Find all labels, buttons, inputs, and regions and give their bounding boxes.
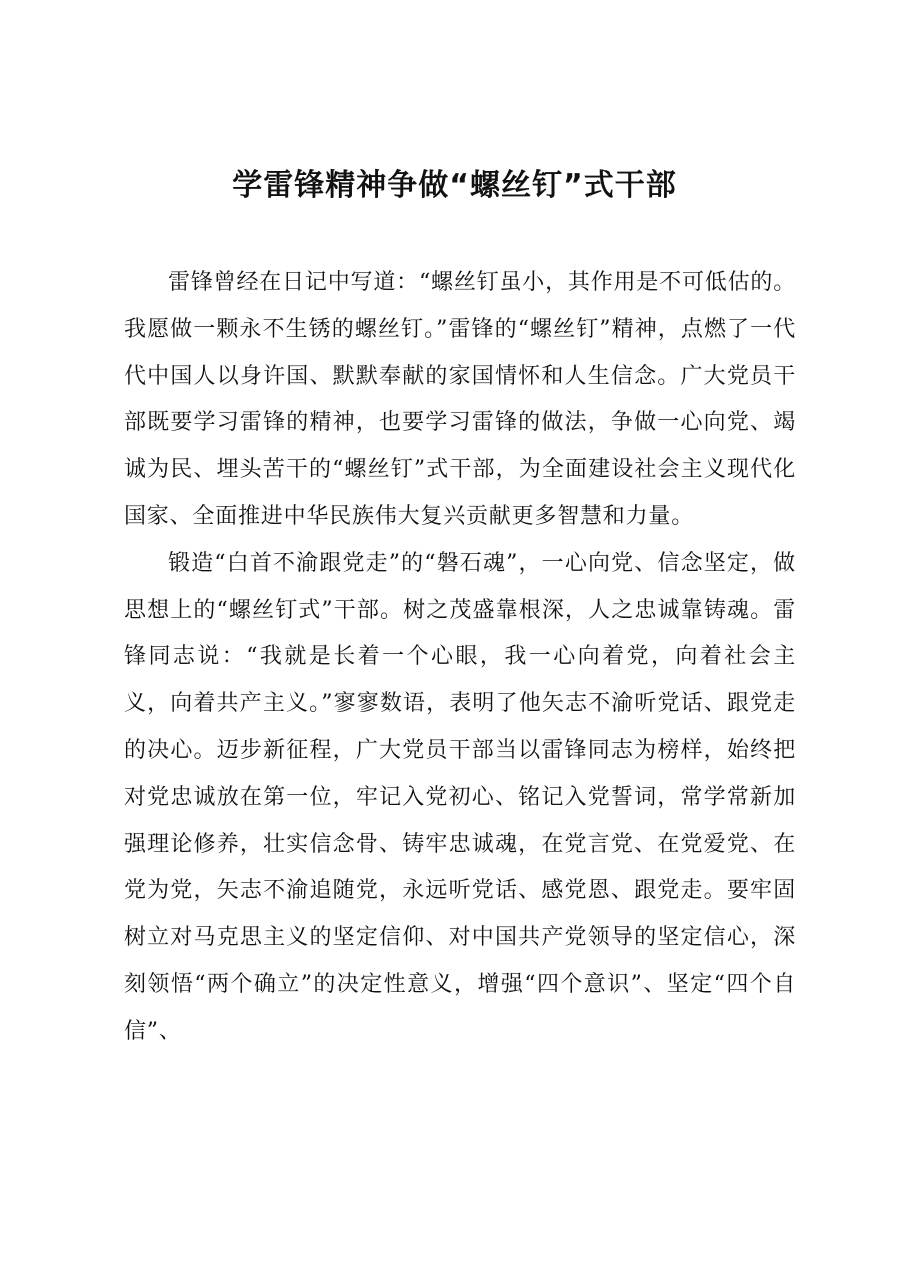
paragraph-intro: 雷锋曾经在日记中写道：“螺丝钉虽小，其作用是不可低估的。我愿做一颗永不生锈的螺丝钉。”雷锋的“螺丝钉”精神，点燃了一代代中国人以身许国、默默奉献的家国情怀和人生信念。广大党员干部既要学习雷锋的精神，也要学习雷锋的做法，争做一心向党、竭诚为民、埋头苦干的“螺丝钉”式干部，为全面建设社会主义现代化国家、全面推进中华民族伟大复兴贡献更多智慧和力量。 <box>124 270 796 529</box>
paragraph-loyalty: 锻造“白首不渝跟党走”的“磐石魂”，一心向党、信念坚定，做思想上的“螺丝钉式”干部。树之茂盛靠根深，人之忠诚靠铸魂。雷锋同志说：“我就是长着一个心眼，我一心向着党，向着社会主义，向着共产主义。”寥寥数语，表明了他矢志不渝听党话、跟党走的决心。迈步新征程，广大党员干部当以雷锋同志为榜样，始终把对党忠诚放在第一位，牢记入党初心、铭记入党誓词，常学常新加强理论修养，壮实信念骨、铸牢忠诚魂，在党言党、在党爱党、在党为党，矢志不渝追随党，永远听党话、感党恩、跟党走。要牢固树立对马克思主义的坚定信仰、对中国共产党领导的坚定信心，深刻领悟“两个确立”的决定性意义，增强“四个意识”、坚定“四个自信”、 <box>124 550 796 1044</box>
document-title: 学雷锋精神争做“螺丝钉”式干部 <box>232 168 677 203</box>
document-body <box>124 260 796 1056</box>
